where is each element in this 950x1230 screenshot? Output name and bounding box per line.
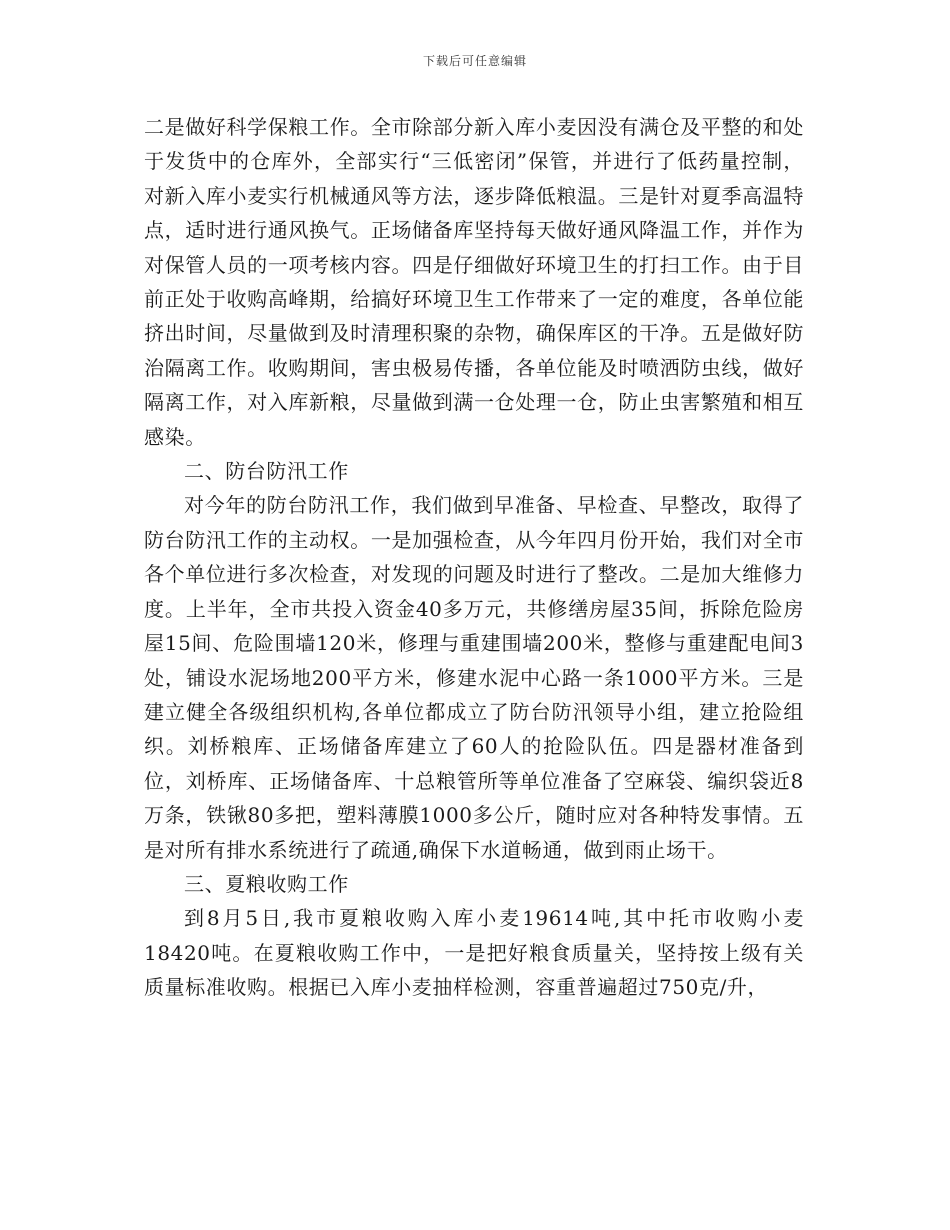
- section-heading-summer-grain-purchase: 三、夏粮收购工作: [184, 871, 349, 896]
- paragraph-flood-prevention: 对今年的防台防汛工作，我们做到早准备、早检查、早整改，取得了防台防汛工作的主动权。一是加强检查，从今年四月份开始，我们对全市各个单位进行多次检查，对发现的问题及时进行了整改。二是加大维修力度。上半年，全市共投入资金40多万元，共修缮房屋35间，拆除危险房屋15间、危险围墙120米，修理与重建围墙200米，整修与重建配电间3处，铺设水泥场地200平方米，修建水泥中心路一条1000平方米。三是建立健全各级组织机构,各单位都成立了防台防汛领导小组，建立抢险组织。刘桥粮库、正场储备库建立了60人的抢险队伍。四是器材准备到位，刘桥库、正场储备库、十总粮管所等单位准备了空麻袋、编织袋近8万条，铁锹80多把，塑料薄膜1000多公斤，随时应对各种特发事情。五是对所有排水系统进行了疏通,确保下水道畅通，做到雨止场干。: [144, 493, 804, 862]
- section-heading-flood-prevention: 二、防台防汛工作: [184, 459, 349, 484]
- page-header: 下载后可任意编辑: [422, 54, 527, 68]
- paragraph-grain-storage: 二是做好科学保粮工作。全市除部分新入库小麦因没有满仓及平整的和处于发货中的仓库外，全部实行“三低密闭”保管，并进行了低药量控制，对新入库小麦实行机械通风等方法，逐步降低粮温。三是针对夏季高温特点，适时进行通风换气。正场储备库坚持每天做好通风降温工作，并作为对保管人员的一项考核内容。四是仔细做好环境卫生的打扫工作。由于目前正处于收购高峰期，给搞好环境卫生工作带来了一定的难度，各单位能挤出时间，尽量做到及时清理积聚的杂物，确保库区的干净。五是做好防治隔离工作。收购期间，害虫极易传播，各单位能及时喷洒防虫线，做好隔离工作，对入库新粮，尽量做到满一仓处理一仓，防止虫害繁殖和相互感染。: [144, 115, 804, 449]
- paragraph-summer-grain-purchase: 到8月5日,我市夏粮收购入库小麦19614吨,其中托市收购小麦18420吨。在夏粮收购工作中，一是把好粮食质量关，坚持按上级有关质量标准收购。根据已入库小麦抽样检测，容重普遍超过750克/升，: [144, 906, 804, 1000]
- document-body: [144, 110, 804, 1005]
